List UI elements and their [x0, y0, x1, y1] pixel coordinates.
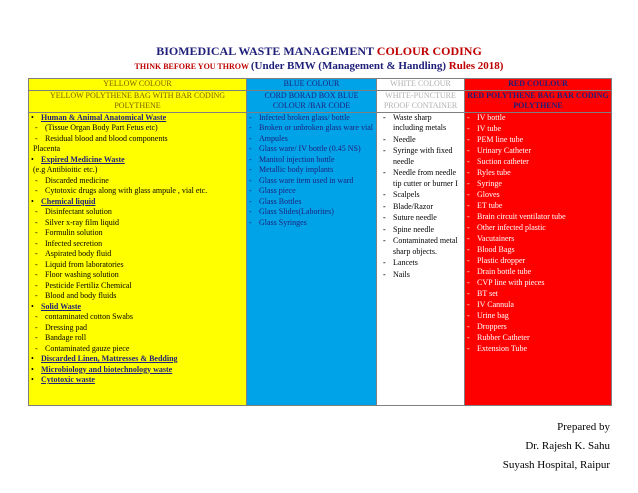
bullet-icon: •: [31, 196, 34, 206]
white-list-item-label: Waste sharp including metals: [393, 112, 447, 132]
dash-icon: -: [467, 134, 470, 144]
red-list-item-label: Urinary Catheter: [477, 145, 531, 155]
dash-icon: -: [35, 217, 38, 227]
dash-icon: -: [35, 123, 38, 132]
yellow-list-item-label: Bandage roll: [45, 333, 87, 342]
red-list-item: [467, 344, 609, 355]
red-list-item: [467, 256, 609, 267]
title-part1: BIOMEDICAL WASTE MANAGEMENT: [156, 44, 377, 58]
red-list-item: [467, 168, 609, 179]
hospital-name: Suyash Hospital, Raipur: [502, 459, 610, 471]
dash-icon: -: [35, 343, 38, 353]
yellow-list-item: [31, 270, 244, 281]
dash-icon: -: [467, 189, 470, 199]
blue-list-item-label: Ampules: [259, 133, 288, 143]
dash-icon: -: [35, 207, 38, 216]
yellow-list-item: [31, 134, 244, 145]
white-list-item-label: Contaminated metal sharp objects.: [393, 236, 458, 256]
dash-icon: -: [467, 167, 470, 177]
red-list-item-label: Brain circuit ventilator tube: [477, 211, 566, 221]
dash-icon: -: [467, 244, 470, 254]
red-list-item-label: Blood Bags: [477, 244, 515, 254]
bullet-icon: •: [31, 154, 34, 164]
red-list-item-label: IV bottle: [477, 112, 506, 122]
red-list-item-label: Plastic dropper: [477, 255, 526, 265]
bullet-icon: •: [31, 364, 34, 374]
dash-icon: -: [467, 222, 470, 232]
dash-icon: -: [467, 112, 470, 122]
bullet-icon: •: [31, 354, 34, 363]
dash-icon: -: [35, 312, 38, 321]
yellow-list-item: [31, 186, 244, 197]
dash-icon: -: [467, 123, 470, 133]
dash-icon: -: [249, 186, 252, 195]
yellow-list-item-label: Blood and body fluids: [45, 291, 117, 300]
yellow-list-item: [31, 281, 244, 292]
yellow-list-item: [31, 249, 244, 260]
yellow-category-heading-label: Cytotoxic waste: [41, 375, 95, 384]
colour-coding-table: [28, 78, 612, 406]
red-list-item: [467, 267, 609, 278]
dash-icon: -: [249, 144, 252, 153]
white-list-item-label: Scalpels: [393, 190, 420, 199]
yellow-category-heading-label: Human & Animal Anatomical Waste: [41, 112, 167, 122]
white-list-item-label: Spine needle: [393, 224, 435, 234]
red-list-item: [467, 245, 609, 256]
yellow-list-item: [31, 312, 244, 323]
yellow-category-heading: [31, 365, 244, 376]
dash-icon: -: [467, 299, 470, 309]
dash-icon: -: [249, 165, 252, 174]
white-list-item: [379, 258, 462, 269]
red-items-list: [465, 112, 612, 405]
yellow-category-heading-label: Discarded Linen, Mattresses & Bedding: [41, 354, 178, 363]
yellow-category-heading: [31, 375, 244, 386]
red-list-item: [467, 223, 609, 234]
yellow-category-heading: [31, 113, 244, 124]
yellow-category-heading: [31, 302, 244, 313]
red-list-item: [467, 278, 609, 289]
dash-icon: -: [35, 291, 38, 300]
yellow-category-heading: [31, 155, 244, 166]
yellow-list-item: [31, 344, 244, 355]
white-list-item: [379, 202, 462, 213]
red-list-item-label: IV Cannula: [477, 299, 514, 309]
red-list-item: [467, 113, 609, 124]
dash-icon: -: [35, 270, 38, 279]
title-part2: COLOUR CODING: [376, 44, 482, 58]
yellow-list-note: (e.g Antibioitic etc.): [33, 165, 98, 174]
yellow-category-heading: [31, 197, 244, 208]
white-list-item-label: Suture needle: [393, 213, 437, 222]
dash-icon: -: [467, 343, 470, 353]
blue-list-item: [249, 113, 374, 124]
dash-icon: -: [249, 112, 252, 122]
white-list-item-label: Blade/Razor: [393, 201, 433, 211]
bullet-icon: •: [31, 301, 34, 311]
red-list-item: [467, 322, 609, 333]
blue-list-item-label: Glass piece: [259, 186, 296, 195]
container-row: [29, 90, 612, 112]
yellow-category-heading-label: Expired Medicine Waste: [41, 154, 125, 164]
blue-container: CORD BORAD BOX BLUE COLOUR /BAR CODE: [247, 90, 377, 112]
red-list-item-label: Ryles tube: [477, 167, 511, 177]
blue-list-item-label: Glass Bottles: [259, 196, 302, 206]
yellow-list-item: [31, 218, 244, 229]
yellow-list-item-label: Disinfectant solution: [45, 207, 112, 216]
dash-icon: -: [467, 156, 470, 166]
blue-list-item: [249, 155, 374, 166]
blue-list-item: [249, 218, 374, 229]
yellow-list-note: Placenta: [33, 144, 61, 153]
bullet-icon: •: [31, 112, 34, 122]
yellow-list-item: [31, 207, 244, 218]
dash-icon: -: [249, 133, 252, 143]
white-list-item: [379, 270, 462, 281]
dash-icon: -: [383, 201, 386, 211]
dash-icon: -: [249, 207, 252, 216]
white-list-item: [379, 146, 462, 167]
yellow-list-item: [31, 260, 244, 271]
white-list-item-label: Needle: [393, 134, 416, 144]
red-list-item-label: ET tube: [477, 200, 503, 210]
red-column-header: RED COULOUR: [465, 79, 612, 91]
blue-list-item-label: Glass Syringes: [259, 217, 307, 227]
dash-icon: -: [467, 255, 470, 265]
red-list-item-label: Rubber Catheter: [477, 332, 530, 342]
blue-list-item-label: Glass ware item used in ward: [259, 175, 354, 185]
blue-list-item: [249, 165, 374, 176]
yellow-category-heading-label: Solid Waste: [41, 301, 82, 311]
yellow-list-item: [31, 176, 244, 187]
white-list-item-label: Syringe with fixed needle: [393, 146, 453, 166]
blue-list-item-label: Glass Slides(Laborites): [259, 207, 334, 216]
dash-icon: -: [35, 228, 38, 237]
blue-list-item: [249, 186, 374, 197]
page-subtitle: [0, 60, 638, 72]
yellow-list-item-label: Discarded medicine: [45, 175, 109, 185]
yellow-list-item-label: Pesticide Fertiliz Chemical: [45, 280, 132, 290]
dash-icon: -: [249, 175, 252, 185]
dash-icon: -: [35, 238, 38, 248]
yellow-container: YELLOW POLYTHENE BAG WITH BAR CODING POLYTHENE: [29, 90, 247, 112]
yellow-list-item: [31, 333, 244, 344]
blue-list-item-label: Broken or unbroken glass ware vial: [259, 123, 373, 132]
dash-icon: -: [35, 133, 38, 143]
yellow-list-item-label: Aspirated body fluid: [45, 249, 112, 258]
red-list-item: [467, 201, 609, 212]
white-list-item-label: Needle from needle tip cutter or burner I: [393, 168, 458, 188]
dash-icon: -: [35, 280, 38, 290]
dash-icon: -: [383, 224, 386, 234]
dash-icon: -: [467, 277, 470, 287]
page-title: [0, 44, 638, 59]
dash-icon: -: [35, 175, 38, 185]
yellow-category-heading-label: Chemical liquid: [41, 196, 96, 206]
red-list-item: [467, 333, 609, 344]
dash-icon: -: [467, 200, 470, 210]
yellow-items-list: [29, 112, 247, 405]
dash-icon: -: [467, 332, 470, 342]
blue-list-item: [249, 207, 374, 218]
blue-list-item: [249, 176, 374, 187]
red-list-item: [467, 300, 609, 311]
red-list-item-label: Suction catheter: [477, 156, 529, 166]
credits-block: [470, 418, 610, 475]
red-list-item: [467, 146, 609, 157]
dash-icon: -: [249, 154, 252, 164]
yellow-list-item-label: Contaminated gauze piece: [45, 343, 130, 353]
subtitle-prefix: THINK BEFORE YOU THROW: [134, 62, 251, 71]
red-list-item: [467, 289, 609, 300]
dash-icon: -: [467, 233, 470, 243]
yellow-list-item: [31, 123, 244, 134]
blue-list-item: [249, 134, 374, 145]
blue-column-header: BLUE COLOUR: [247, 79, 377, 91]
yellow-list-item-label: Infected secretion: [45, 238, 103, 248]
white-list-item: [379, 135, 462, 146]
dash-icon: -: [467, 266, 470, 276]
subtitle-main: (Under BMW (Management & Handling): [250, 60, 449, 72]
red-list-item: [467, 234, 609, 245]
yellow-list-item-label: Dressing pad: [45, 322, 87, 332]
yellow-list-item-label: Residual blood and blood components: [45, 133, 168, 143]
yellow-list-item-label: (Tissue Organ Body Part Fetus etc): [45, 123, 158, 132]
red-list-item-label: Drain bottle tube: [477, 266, 532, 276]
white-list-item: [379, 236, 462, 257]
yellow-list-item-label: Cytotoxic drugs along with glass ampule , vial etc.: [45, 186, 208, 195]
dash-icon: -: [383, 146, 386, 155]
bullet-icon: •: [31, 375, 34, 384]
white-list-item: [379, 213, 462, 224]
red-list-item: [467, 212, 609, 223]
dash-icon: -: [35, 322, 38, 332]
dash-icon: -: [383, 213, 386, 222]
yellow-list-item-label: contaminated cotton Swabs: [45, 312, 133, 321]
white-list-item: [379, 190, 462, 201]
red-list-item: [467, 157, 609, 168]
red-list-item: [467, 135, 609, 146]
blue-list-item: [249, 123, 374, 134]
yellow-list-item-label: Silver x-ray film liquid: [45, 217, 119, 227]
blue-list-item-label: Manitol injection bottle: [259, 154, 335, 164]
dash-icon: -: [383, 134, 386, 144]
blue-list-item: [249, 144, 374, 155]
subtitle-suffix: Rules 2018): [448, 60, 504, 72]
prepared-by: Prepared by: [557, 421, 610, 433]
dash-icon: -: [467, 145, 470, 155]
red-list-item-label: Syringe: [477, 178, 502, 188]
red-list-item-label: Vacutainers: [477, 233, 515, 243]
dash-icon: -: [467, 321, 470, 331]
dash-icon: -: [249, 196, 252, 206]
red-list-item: [467, 311, 609, 322]
yellow-list-item-label: Floor washing solution: [45, 270, 119, 279]
yellow-category-heading: [31, 354, 244, 365]
white-column-header: WHITE COLOUR: [377, 79, 465, 91]
red-list-item-label: Droppers: [477, 321, 507, 331]
white-list-item: [379, 225, 462, 236]
white-container: WHITE-PUNCTURE PROOF CONTAINER: [377, 90, 465, 112]
blue-list-item-label: Glass ware/ IV bottle (0.45 NS): [259, 144, 361, 153]
yellow-category-heading-label: Microbiology and biotechnology waste: [41, 364, 173, 374]
dash-icon: -: [383, 236, 386, 245]
red-list-item: [467, 179, 609, 190]
red-list-item-label: PEM line tube: [477, 134, 524, 144]
yellow-list-item: [31, 323, 244, 334]
red-list-item: [467, 124, 609, 135]
author-name: Dr. Rajesh K. Sahu: [525, 440, 610, 452]
red-list-item: [467, 190, 609, 201]
dash-icon: -: [467, 310, 470, 320]
colour-header-row: [29, 79, 612, 91]
dash-icon: -: [467, 288, 470, 298]
dash-icon: -: [467, 211, 470, 221]
yellow-list-item: [31, 239, 244, 250]
dash-icon: -: [383, 258, 386, 267]
blue-list-item-label: Infected broken glass/ bottle: [259, 112, 350, 122]
white-list-item-label: Nails: [393, 269, 410, 279]
items-row: [29, 112, 612, 405]
white-items-list: [377, 112, 465, 405]
dash-icon: -: [383, 112, 386, 122]
red-list-item-label: BT set: [477, 288, 498, 298]
blue-list-item-label: Metallic body implants: [259, 165, 334, 174]
blue-list-item: [249, 197, 374, 208]
yellow-list-item-label: Formulin solution: [45, 228, 103, 237]
red-list-item-label: Gloves: [477, 189, 500, 199]
white-list-item: [379, 168, 462, 189]
white-list-item-label: Lancets: [393, 258, 418, 267]
dash-icon: -: [249, 123, 252, 132]
red-list-item-label: IV tube: [477, 123, 502, 133]
yellow-list-item-label: Liquid from laboratories: [45, 259, 124, 269]
dash-icon: -: [249, 217, 252, 227]
dash-icon: -: [35, 186, 38, 195]
dash-icon: -: [383, 190, 386, 199]
red-list-item-label: Extension Tube: [477, 343, 528, 353]
dash-icon: -: [35, 259, 38, 269]
dash-icon: -: [383, 168, 386, 177]
dash-icon: -: [35, 249, 38, 258]
blue-items-list: [247, 112, 377, 405]
yellow-column-header: YELLOW COLOUR: [29, 79, 247, 91]
red-list-item-label: Urine bag: [477, 310, 509, 320]
yellow-list-item: [31, 228, 244, 239]
red-container: RED POLYTHENE BAG BAR CODING POLYTHENE: [465, 90, 612, 112]
red-list-item-label: CVP line with pieces: [477, 277, 545, 287]
white-list-item: [379, 113, 462, 134]
dash-icon: -: [35, 333, 38, 342]
dash-icon: -: [467, 178, 470, 188]
yellow-list-item: [31, 291, 244, 302]
dash-icon: -: [383, 269, 386, 279]
red-list-item-label: Other infected plastic: [477, 222, 546, 232]
